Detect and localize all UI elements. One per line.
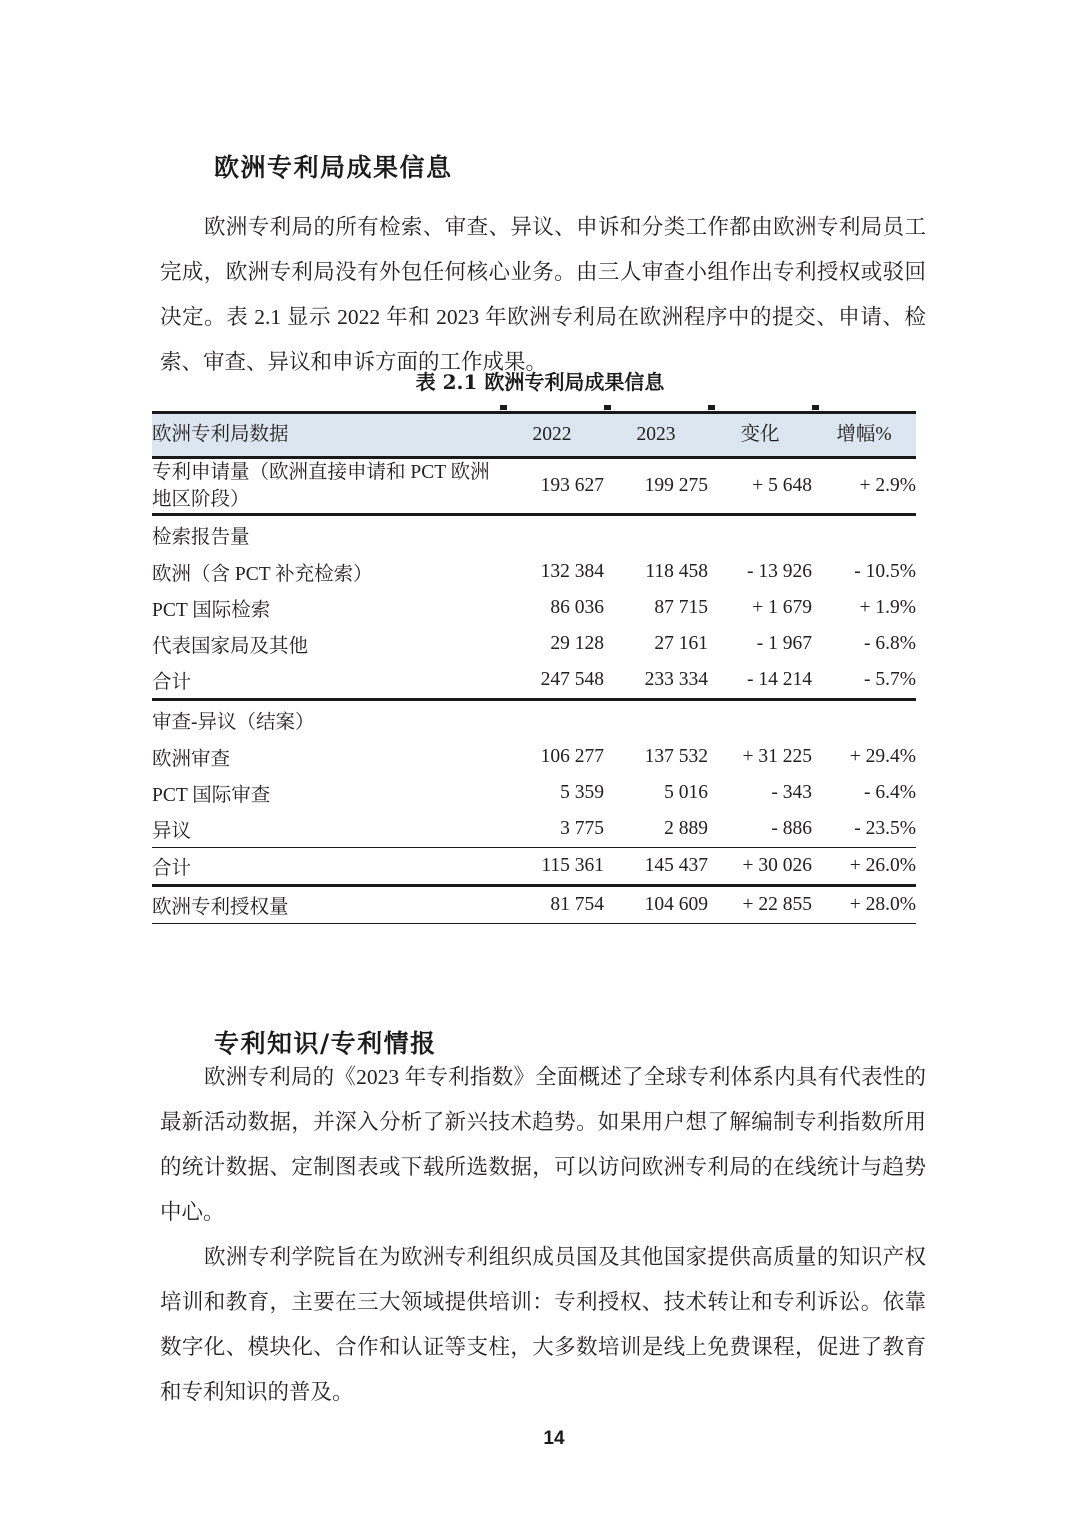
table-cell-2022: 81 754 <box>500 886 604 924</box>
table-cell-pct: + 26.0% <box>812 848 916 886</box>
table-cell-2022: 86 036 <box>550 597 604 618</box>
table-cell-2023: 199 275 <box>644 475 708 496</box>
table-row-grants <box>152 886 916 924</box>
table-cell-pct: + 29.4% <box>849 746 916 767</box>
table-cell-2023 <box>604 700 708 740</box>
table-caption: 表 2.1 欧洲专利局成果信息 <box>415 370 665 394</box>
table-cell-label: 代表国家局及其他 <box>152 636 309 657</box>
table-header-cell-label: 欧洲专利局数据 <box>152 413 500 458</box>
table-cell-2023 <box>604 515 708 555</box>
table-cell-2022 <box>500 700 604 740</box>
paragraph-patent-index: 欧洲专利局的《2023 年专利指数》全面概述了全球专利体系内具有代表性的最新活动数据，并深入分析了新兴技术趋势。如果用户想了解编制专利指数所用的统计数据、定制图表或下载所选数据，可以访问欧洲专利局的在线统计与趋势中心。 <box>160 1064 926 1224</box>
table-row-total <box>152 662 916 700</box>
table-cell-2022: 3 775 <box>560 818 604 839</box>
table-cell-2022: 106 277 <box>540 746 604 767</box>
table-cell-2023: 5 016 <box>664 782 708 803</box>
table-cell-pct: + 1.9% <box>859 597 916 618</box>
epo-results-table <box>152 411 916 924</box>
table-cell-label: PCT 国际审查 <box>152 785 271 806</box>
table-cell-2022: 5 359 <box>560 782 604 803</box>
table-cell-label: 专利申请量（欧洲直接申请和 PCT 欧洲地区阶段） <box>152 462 490 510</box>
table-cell-pct <box>812 700 916 740</box>
table-row <box>152 458 916 515</box>
table-group-row <box>152 700 916 740</box>
table-cell-2023: 87 715 <box>654 597 708 618</box>
table-cell-change: - 886 <box>771 818 812 839</box>
table-cell-change: - 14 214 <box>747 669 812 690</box>
table-cell-2022: 247 548 <box>540 669 604 690</box>
table-header-cell-2022: 2022 <box>500 413 604 458</box>
table-cell-pct <box>812 515 916 555</box>
table-cell-label: 合计 <box>152 672 192 693</box>
table-cell-pct: + 2.9% <box>859 475 916 496</box>
paragraph-epo-results-intro: 欧洲专利局的所有检索、审查、异议、申诉和分类工作都由欧洲专利局员工完成，欧洲专利局没有外包任何核心业务。由三人审查小组作出专利授权或驳回决定。表 2.1 显示 2022 年和 2023 年欧洲专利局在欧洲程序中的提交、申请、检索、审查、异议和申诉方面的工作成果。 <box>160 214 926 374</box>
table-cell-2022: 115 361 <box>500 848 604 886</box>
table-header-cell-pct: 增幅% <box>812 413 916 458</box>
table-cell-pct: - 23.5% <box>854 818 916 839</box>
table-cell-2023: 104 609 <box>604 886 708 924</box>
table-row <box>152 811 916 848</box>
table-cell-label: 欧洲审查 <box>152 749 231 770</box>
table-cell-change: + 1 679 <box>752 597 812 618</box>
section-heading-patent-knowledge: 专利知识/专利情报 <box>214 1028 437 1058</box>
table-cell-2023: 145 437 <box>604 848 708 886</box>
table-cell-2022: 193 627 <box>540 475 604 496</box>
table-group-row <box>152 515 916 555</box>
table-row <box>152 590 916 626</box>
section-heading-epo-results: 欧洲专利局成果信息 <box>214 152 453 182</box>
table-cell-2022: 29 128 <box>550 633 604 654</box>
table-header-cell-2023: 2023 <box>604 413 708 458</box>
table-cell-2023: 27 161 <box>654 633 708 654</box>
paragraph-patent-academy: 欧洲专利学院旨在为欧洲专利组织成员国及其他国家提供高质量的知识产权培训和教育，主要在三大领域提供培训：专利授权、技术转让和专利诉讼。依靠数字化、模块化、合作和认证等支柱，大多数培训是线上免费课程，促进了教育和专利知识的普及。 <box>160 1244 926 1404</box>
table-cell-label: 异议 <box>152 821 192 842</box>
table-row <box>152 554 916 590</box>
table-cell-change: + 22 855 <box>708 886 812 924</box>
table-cell-change: - 343 <box>771 782 812 803</box>
table-cell-label: 欧洲专利授权量 <box>152 886 500 924</box>
table-cell-2022: 132 384 <box>540 561 604 582</box>
table-cell-label: 检索报告量 <box>152 515 500 555</box>
table-row <box>152 739 916 775</box>
table-cell-change: + 31 225 <box>742 746 812 767</box>
table-cell-pct: - 10.5% <box>854 561 916 582</box>
table-cell-pct: - 5.7% <box>864 669 916 690</box>
table-cell-label: 合计 <box>152 848 500 886</box>
table-cell-change: - 1 967 <box>756 633 812 654</box>
table-header-row <box>152 413 916 458</box>
table-cell-2023: 137 532 <box>644 746 708 767</box>
table-cell-change: + 5 648 <box>752 475 812 496</box>
table-cell-label: 欧洲（含 PCT 补充检索） <box>152 564 373 585</box>
table-header-cell-change: 变化 <box>708 413 812 458</box>
table-cell-change: - 13 926 <box>747 561 812 582</box>
table-cell-2023: 233 334 <box>644 669 708 690</box>
table-cell-2023: 2 889 <box>664 818 708 839</box>
table-cell-change <box>708 515 812 555</box>
table-cell-change <box>708 700 812 740</box>
table-cell-pct: - 6.8% <box>864 633 916 654</box>
table-row <box>152 626 916 662</box>
page-number: 14 <box>543 1428 565 1449</box>
table-row-total <box>152 848 916 886</box>
table-cell-2023: 118 458 <box>645 561 708 582</box>
table-cell-label: PCT 国际检索 <box>152 600 271 621</box>
table-cell-pct: + 28.0% <box>812 886 916 924</box>
table-cell-label: 审查-异议（结案） <box>152 700 500 740</box>
table-cell-pct: - 6.4% <box>864 782 916 803</box>
table-cell-change: + 30 026 <box>708 848 812 886</box>
table-cell-2022 <box>500 515 604 555</box>
table-row <box>152 775 916 811</box>
